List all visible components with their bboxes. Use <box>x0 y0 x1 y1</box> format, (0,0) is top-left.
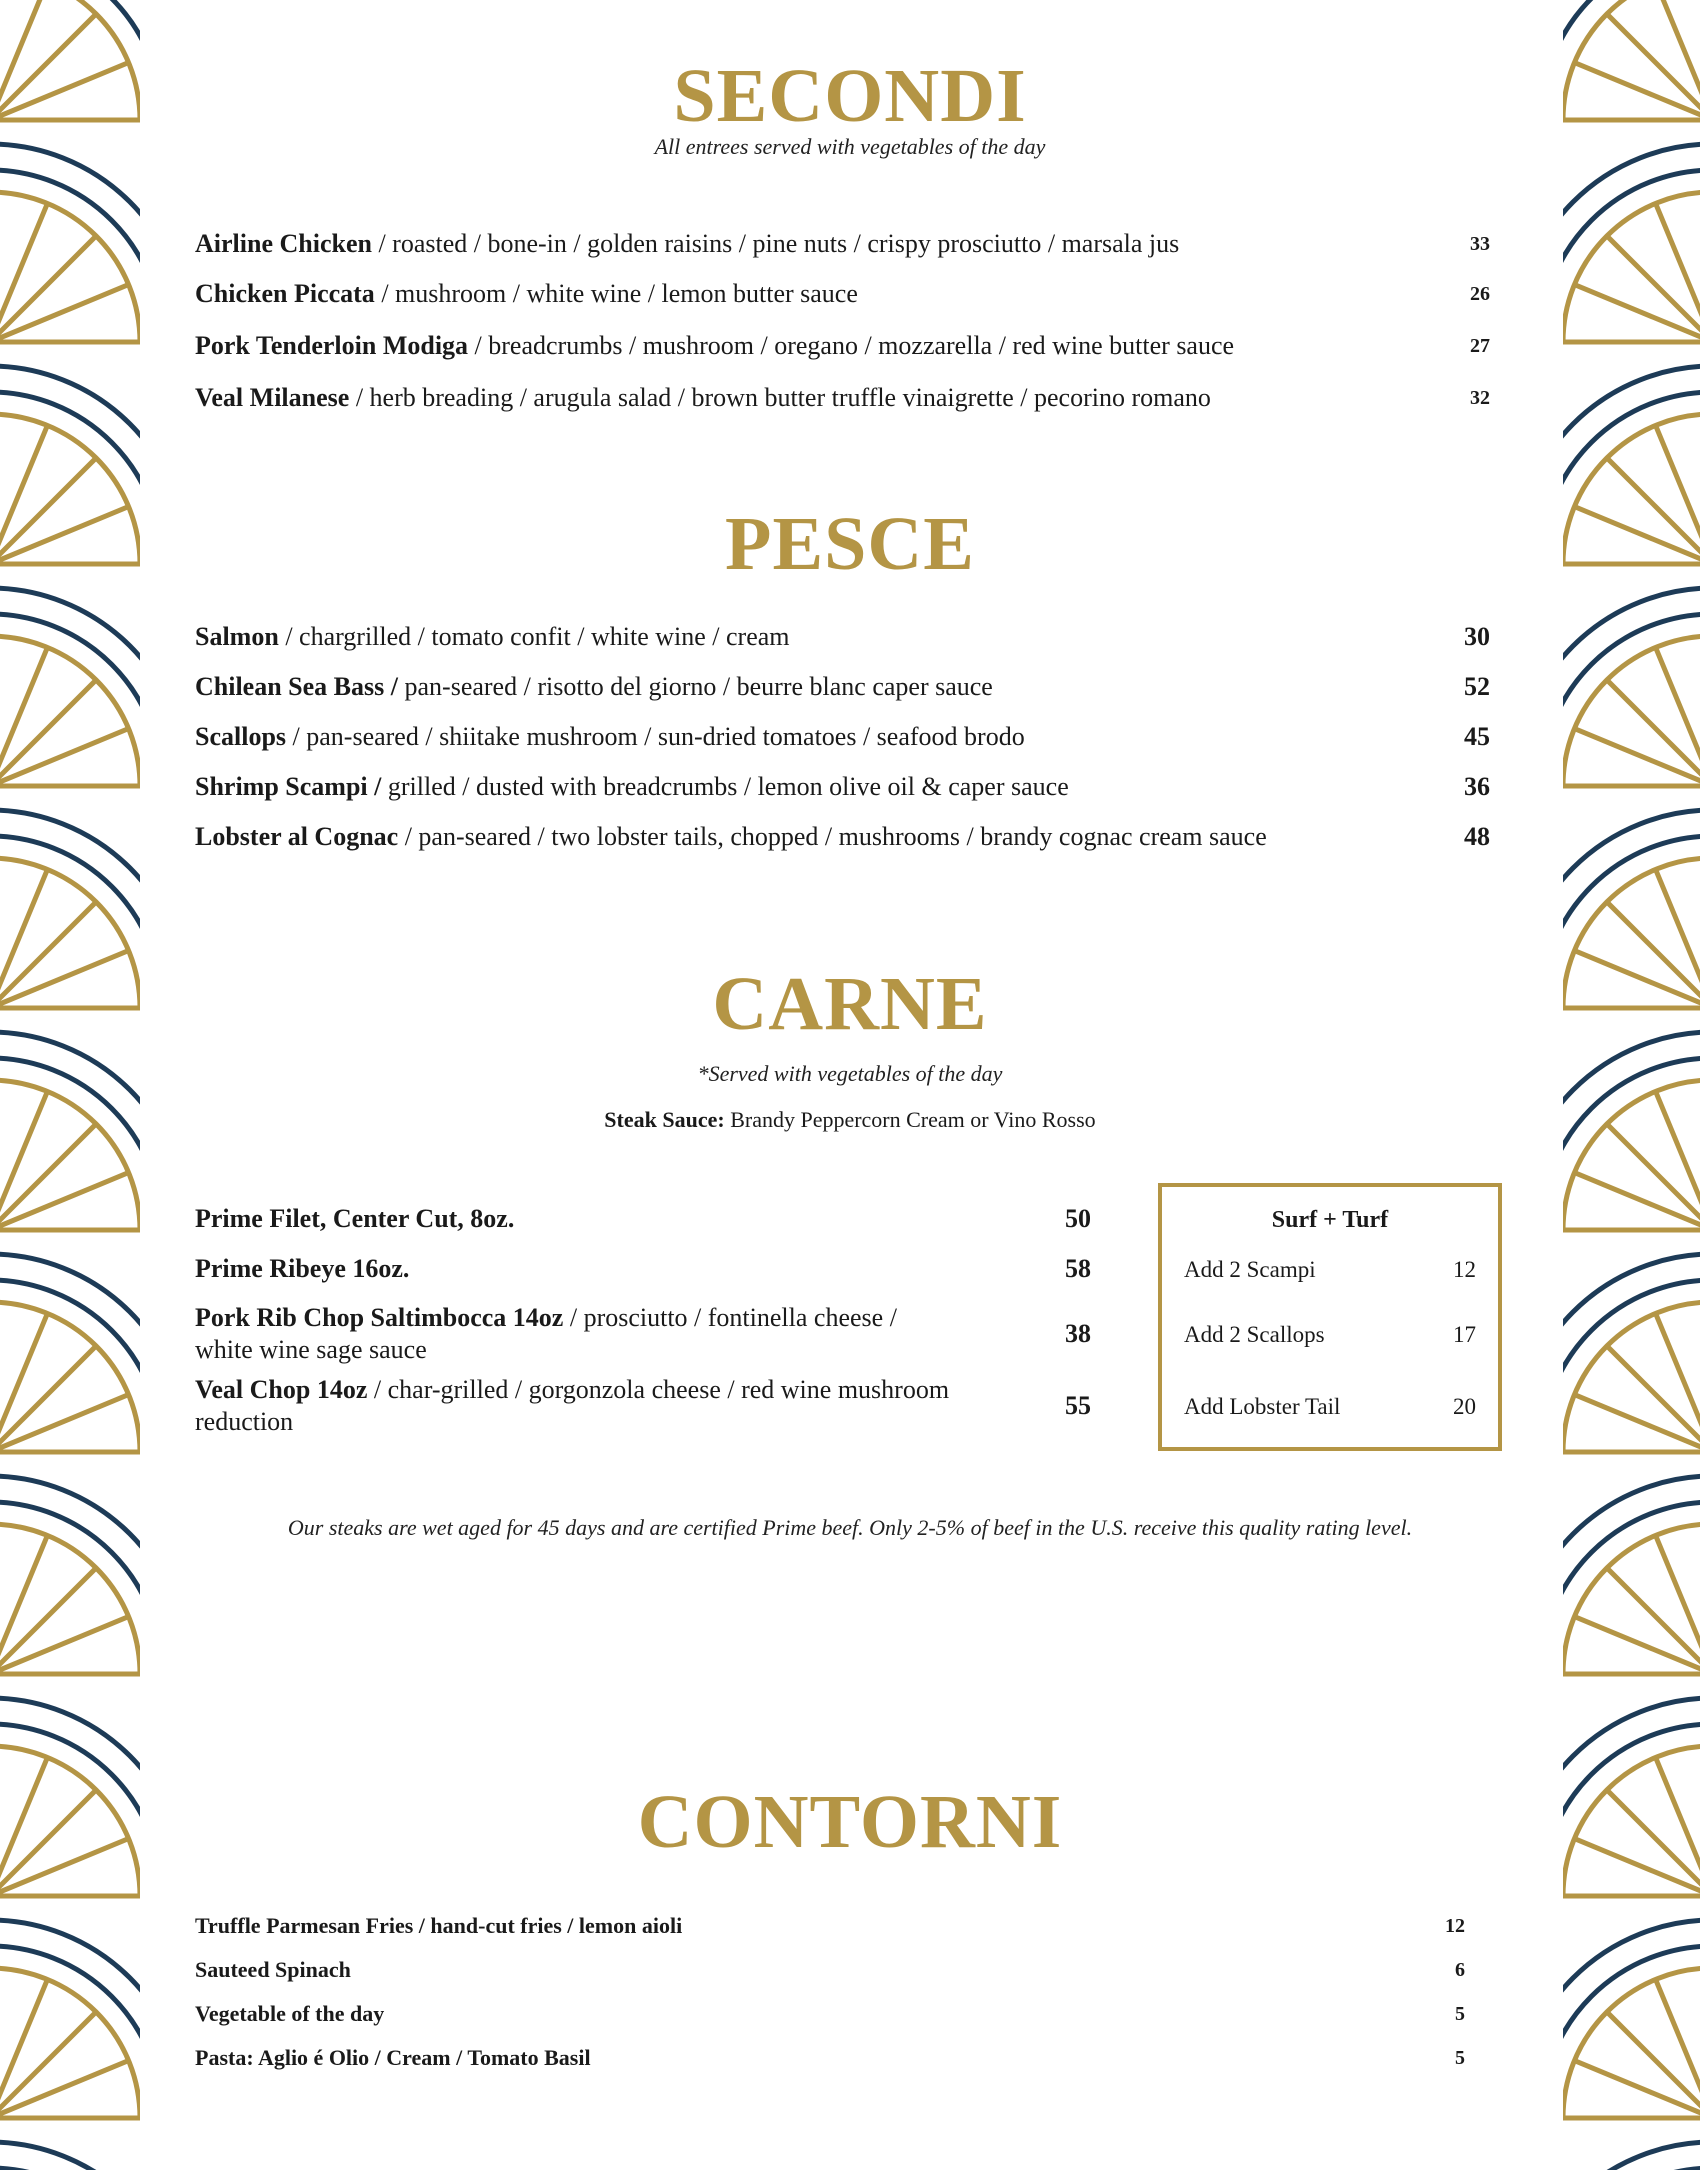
menu-item <box>195 1374 1095 1438</box>
steak-sauce-label: Steak Sauce: <box>604 1107 725 1132</box>
section-title-secondi: SECONDI <box>673 54 1027 138</box>
surf-turf-title: Surf + Turf <box>1271 1207 1389 1233</box>
item-name: Chilean Sea Bass / <box>195 672 398 701</box>
surf-turf-box <box>1158 1183 1502 1451</box>
item-price: 45 <box>1464 722 1490 751</box>
item-description: pan-seared / risotto del giorno / beurre blanc caper sauce <box>398 672 993 701</box>
steak-sauce-line <box>0 1107 1700 1133</box>
item-name: Shrimp Scampi / <box>195 772 382 801</box>
item-name: Pasta: Aglio é Olio / Cream / Tomato Basil <box>195 2045 591 2070</box>
side-item <box>195 1956 1465 1984</box>
carne-subtitle: *Served with vegetables of the day <box>697 1061 1003 1086</box>
menu-item <box>195 382 1490 414</box>
menu-item <box>195 821 1490 853</box>
item-name: Veal Milanese <box>195 383 350 412</box>
item-price: 26 <box>1470 283 1490 305</box>
item-price: 27 <box>1470 335 1490 357</box>
item-price: 52 <box>1464 672 1490 701</box>
menu-item <box>195 330 1490 362</box>
menu-item <box>195 1203 1095 1235</box>
item-price: 38 <box>1065 1319 1091 1348</box>
item-name: Prime Filet, Center Cut, 8oz. <box>195 1204 515 1233</box>
section-title-pesce: PESCE <box>725 502 975 586</box>
steak-note: Our steaks are wet aged for 45 days and are certified Prime beef. Only 2-5% of beef in the U.S. receive this quality rating level. <box>287 1515 1413 1540</box>
item-name: Sauteed Spinach <box>195 1957 351 1982</box>
menu-item <box>195 671 1490 703</box>
item-price: 33 <box>1470 233 1490 255</box>
addon-label: Add 2 Scampi <box>1184 1257 1316 1282</box>
surf-turf-item <box>1184 1322 1476 1348</box>
item-price: 36 <box>1464 772 1490 801</box>
item-description: / roasted / bone-in / golden raisins / pine nuts / crispy prosciutto / marsala jus <box>371 229 1180 258</box>
item-price: 50 <box>1065 1204 1091 1233</box>
item-price: 12 <box>1445 1915 1465 1937</box>
item-name: Salmon <box>195 622 279 651</box>
item-name: Pork Rib Chop Saltimbocca 14oz <box>195 1303 564 1332</box>
menu-item <box>195 1253 1095 1285</box>
addon-price: 17 <box>1453 1322 1476 1347</box>
section-title-contorni: CONTORNI <box>637 1780 1063 1864</box>
item-description: / char-grilled / gorgonzola cheese / red wine mushroom reduction <box>195 1375 950 1436</box>
item-price: 48 <box>1464 822 1490 851</box>
item-description: / chargrilled / tomato confit / white wine / cream <box>278 622 790 651</box>
side-item <box>195 2000 1465 2028</box>
item-name: Prime Ribeye 16oz. <box>195 1254 410 1283</box>
item-description: / pan-seared / two lobster tails, chopped / mushrooms / brandy cognac cream sauce <box>398 822 1267 851</box>
item-price: 58 <box>1065 1254 1091 1283</box>
item-description: / prosciutto / fontinella cheese / white wine sage sauce <box>195 1303 897 1364</box>
menu-item <box>195 771 1490 803</box>
menu-item <box>195 1302 1095 1366</box>
menu-item <box>195 721 1490 753</box>
addon-label: Add 2 Scallops <box>1184 1322 1325 1347</box>
secondi-subtitle: All entrees served with vegetables of the day <box>654 134 1046 159</box>
item-name: Chicken Piccata <box>195 279 375 308</box>
surf-turf-item <box>1184 1394 1476 1420</box>
item-price: 5 <box>1455 2047 1465 2069</box>
item-name: Airline Chicken <box>195 229 372 258</box>
item-name: Veal Chop 14oz <box>195 1375 368 1404</box>
item-name: Lobster al Cognac <box>195 822 399 851</box>
item-description: / herb breading / arugula salad / brown butter truffle vinaigrette / pecorino romano <box>349 383 1211 412</box>
item-name: Scallops <box>195 722 287 751</box>
addon-price: 20 <box>1453 1394 1476 1419</box>
item-description: / mushroom / white wine / lemon butter sauce <box>374 279 858 308</box>
item-price: 5 <box>1455 2003 1465 2025</box>
item-price: 32 <box>1470 387 1490 409</box>
surf-turf-item <box>1184 1257 1476 1283</box>
item-price: 55 <box>1065 1391 1091 1420</box>
item-description: grilled / dusted with breadcrumbs / lemon olive oil & caper sauce <box>381 772 1069 801</box>
item-description: / pan-seared / shiitake mushroom / sun-dried tomatoes / seafood brodo <box>286 722 1025 751</box>
addon-label: Add Lobster Tail <box>1184 1394 1341 1419</box>
item-price: 6 <box>1455 1959 1465 1981</box>
side-item <box>195 1912 1465 1940</box>
item-description: / breadcrumbs / mushroom / oregano / mozzarella / red wine butter sauce <box>468 331 1235 360</box>
menu-item <box>195 228 1490 260</box>
item-name: Vegetable of the day <box>195 2001 385 2026</box>
item-name: Truffle Parmesan Fries / hand-cut fries / lemon aioli <box>195 1913 683 1938</box>
section-title-carne: CARNE <box>712 962 988 1046</box>
menu-item <box>195 621 1490 653</box>
addon-price: 12 <box>1453 1257 1476 1282</box>
item-name: Pork Tenderloin Modiga <box>195 331 469 360</box>
side-item <box>195 2044 1465 2072</box>
steak-sauce-value: Brandy Peppercorn Cream or Vino Rosso <box>724 1107 1096 1132</box>
menu-item <box>195 278 1490 310</box>
item-price: 30 <box>1464 622 1490 651</box>
